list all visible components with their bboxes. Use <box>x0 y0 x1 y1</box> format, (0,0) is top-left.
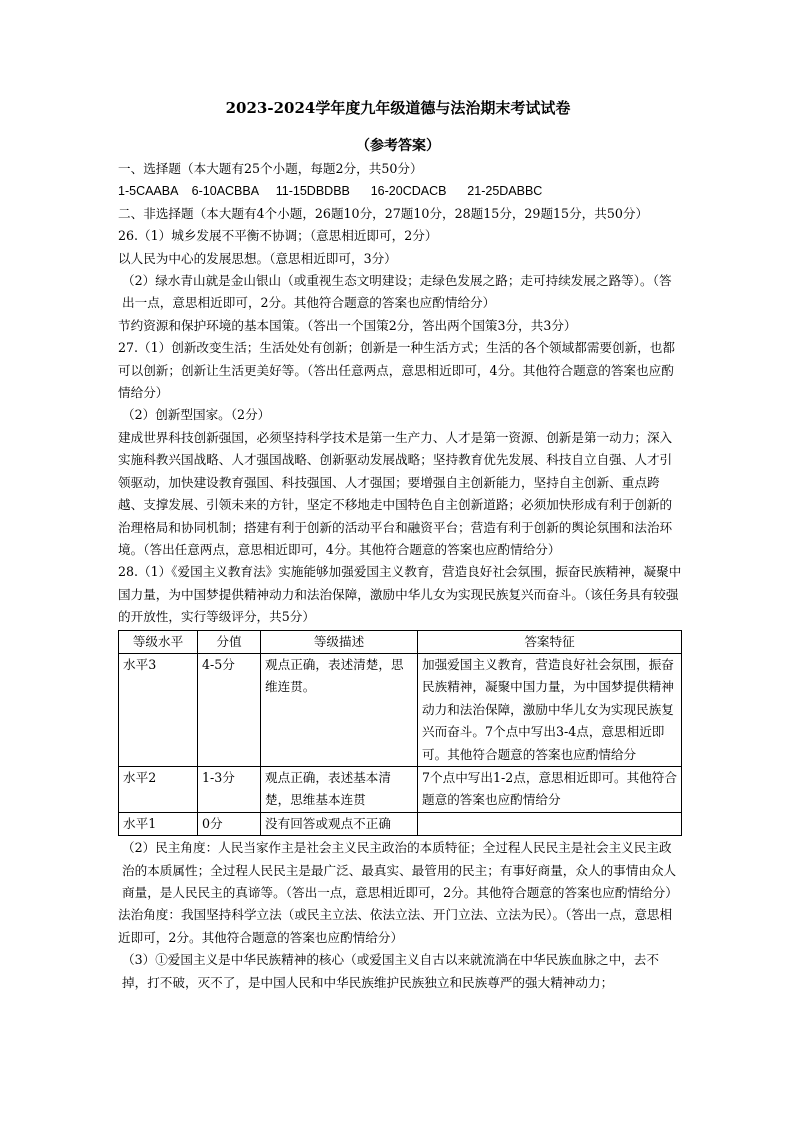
q27-part2-b: 建成世界科技创新强国，必须坚持科学技术是第一生产力、人才是第一资源、创新是第一动力；深入实施科教兴国战略、人才强国战略、创新驱动发展战略；坚持教育优先发展、科技自立自强、人才引领驱动，加快建设教育强国、科技强国、人才强国；要增强自主创新能力，坚持自主创新、重点跨越、支撑发展、引领未来的方针，坚定不移地走中国特色自主创新道路；必须加快形成有利于创新的治理格局和协同机制；搭建有利于创新的活动平台和融资平台；营造有利于创新的舆论氛围和法治环境。（答出任意两点，意思相近即可，4分。其他符合题意的答案也应酌情给分） <box>118 429 673 557</box>
choice-answers <box>118 180 682 202</box>
table-cell: 水平1 <box>119 812 198 835</box>
table-cell: 4-5分 <box>198 653 261 766</box>
answer-group: 6-10ACBBA <box>191 184 259 199</box>
q28-part2-b: 法治角度：我国坚持科学立法（或民主立法、依法立法、开门立法、立法为民）。（答出一点，意思相近即可，2分。其他符合题意的答案也应酌情给分） <box>118 907 673 945</box>
grading-table <box>118 630 682 837</box>
page-title: 2023-2024学年度九年级道德与法治期末考试试卷 <box>225 99 571 117</box>
table-cell <box>418 812 682 835</box>
q26-part1: 26.（1）城乡发展不平衡不协调；（意思相近即可，2分） <box>118 228 438 244</box>
q27-part1: 27.（1）创新改变生活；生活处处有创新；创新是一种生活方式；生活的各个领域都需要创新，也都可以创新；创新让生活更美好等。（答出任意两点，意思相近即可，4分。其他符合题意的答案也应酌情给分） <box>118 340 675 401</box>
table-header: 分值 <box>198 630 261 653</box>
table-header: 答案特征 <box>418 630 682 653</box>
q26-part2: （2）绿水青山就是金山银山（或重视生态文明建设；走绿色发展之路；走可持续发展之路等）。（答出一点，意思相近即可，2分。其他符合题意的答案也应酌情给分） <box>122 273 672 311</box>
answer-group: 21-25DABBC <box>467 184 543 199</box>
section1-heading: 一、选择题（本大题有25个小题，每题2分，共50分） <box>118 161 423 176</box>
q26-part2-b: 节约资源和保护环境的基本国策。（答出一个国策2分，答出两个国策3分，共3分） <box>118 317 577 333</box>
table-header-row <box>119 630 682 653</box>
table-cell: 水平2 <box>119 766 198 812</box>
answer-group: 11-15DBDBB <box>275 184 350 199</box>
q28-part1: 28.（1）《爱国主义教育法》实施能够加强爱国主义教育，营造良好社会氛围，振奋民族精神，凝聚中国力量，为中国梦提供精神动力和法治保障，激励中华儿女为实现民族复兴而奋斗。（该任务具有较强的开放性，实行等级评分，共5分） <box>118 564 682 625</box>
table-cell: 7个点中写出1-2点，意思相近即可。其他符合题意的答案也应酌情给分 <box>418 766 682 812</box>
table-cell: 加强爱国主义教育，营造良好社会氛围，振奋民族精神，凝聚中国力量，为中国梦提供精神动力和法治保障，激励中华儿女为实现民族复兴而奋斗。7个点中写出3-4点，意思相近即可。其他符合题意的答案也应酌情给分 <box>418 653 682 766</box>
table-row <box>119 653 682 766</box>
section2-heading: 二、非选择题（本大题有4个小题，26题10分，27题10分，28题15分，29题15分，共50分） <box>118 205 649 221</box>
table-cell: 观点正确，表述基本清楚，思维基本连贯 <box>261 766 418 812</box>
table-cell: 没有回答或观点不正确 <box>261 812 418 835</box>
page-subtitle: （参考答案） <box>356 138 440 154</box>
q27-part2: （2）创新型国家。（2分） <box>122 407 271 423</box>
table-header: 等级水平 <box>119 630 198 653</box>
table-row <box>119 812 682 835</box>
answer-group: 16-20CDACB <box>370 184 447 199</box>
table-cell: 0分 <box>198 812 261 835</box>
q28-part3: （3）①爱国主义是中华民族精神的核心（或爱国主义自古以来就流淌在中华民族血脉之中，去不掉，打不破，灭不了，是中国人民和中华民族维护民族独立和民族尊严的强大精神动力； <box>122 952 659 990</box>
table-header: 等级描述 <box>261 630 418 653</box>
answer-group: 1-5CAABA <box>118 184 178 199</box>
table-row <box>119 766 682 812</box>
table-cell: 水平3 <box>119 653 198 766</box>
q28-part2: （2）民主角度：人民当家作主是社会主义民主政治的本质特征；全过程人民民主是社会主义民主政治的本质属性；全过程人民民主是最广泛、最真实、最管用的民主；有事好商量，众人的事情由众人商量，是人民民主的真谛等。（答出一点，意思相近即可，2分。其他符合题意的答案也应酌情给分） <box>122 840 678 900</box>
document-body <box>118 158 682 994</box>
table-cell: 观点正确，表述清楚，思维连贯。 <box>261 653 418 766</box>
table-cell: 1-3分 <box>198 766 261 812</box>
q26-part1-b: 以人民为中心的发展思想。（意思相近即可，3分） <box>118 250 397 266</box>
